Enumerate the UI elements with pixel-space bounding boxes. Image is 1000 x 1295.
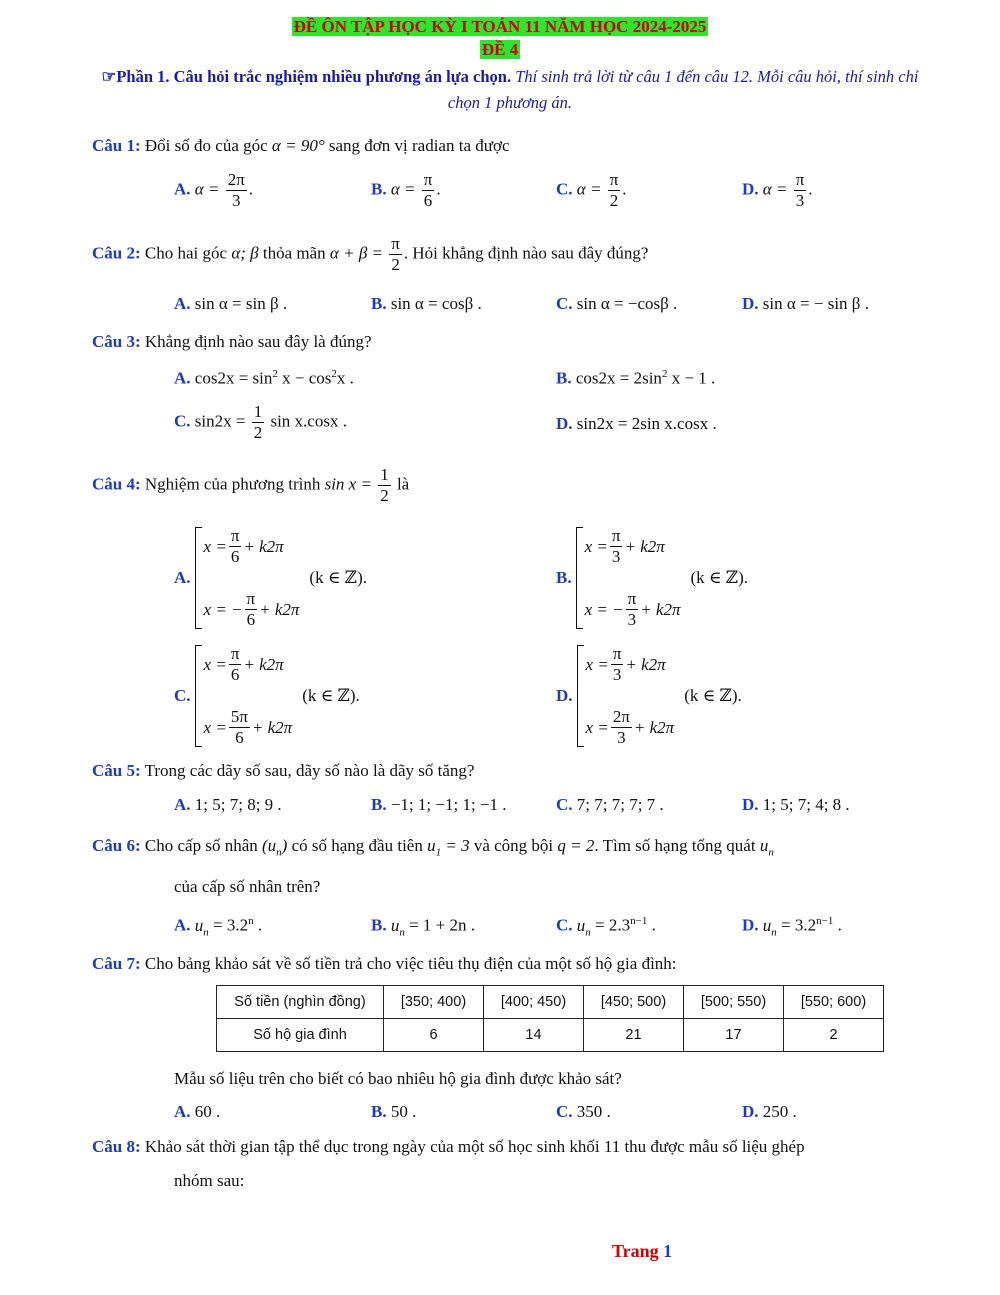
- option-label: D.: [742, 915, 759, 935]
- table-cell: 21: [584, 1019, 684, 1052]
- q4-option-a[interactable]: A. x = $\frac{\pi}{6}$ + k2π x = − $\frac{\pi}{6}$ + k2π (k ∈ ℤ).: [174, 526, 367, 629]
- page-footer: [612, 1241, 672, 1262]
- option-text: 1; 5; 7; 8; 9 .: [194, 795, 282, 814]
- electricity-table: [216, 985, 884, 1052]
- q1-option-d[interactable]: D. α = $\frac{\pi}{3}$ .: [742, 170, 813, 210]
- math: q = 2: [557, 836, 595, 855]
- question-text: Đổi số đo của góc: [144, 136, 268, 155]
- fraction: $\frac{\pi}{6}$: [423, 170, 433, 210]
- question-label: Câu 7:: [92, 954, 141, 973]
- q2-option-d[interactable]: [742, 294, 869, 314]
- table-cell: 6: [384, 1019, 484, 1052]
- page-label: Trang: [612, 1241, 659, 1261]
- option-text: sin α = − sin β .: [762, 294, 869, 313]
- q6-option-a[interactable]: A. $u_n = 3.2^n$ .: [174, 915, 263, 939]
- fraction: $\frac{1}{2}$: [253, 402, 263, 442]
- q7-option-a[interactable]: [174, 1102, 220, 1122]
- option-label: C.: [556, 1102, 573, 1121]
- table-cell: [400; 450): [484, 986, 584, 1019]
- q2-option-b[interactable]: [371, 294, 482, 314]
- q6-option-d[interactable]: D. $u_n = 3.2^{n-1}$ .: [742, 915, 842, 939]
- q5-option-a[interactable]: [174, 795, 282, 815]
- option-label: D.: [742, 294, 759, 313]
- q4-option-c[interactable]: C. x = $\frac{\pi}{6}$ + k2π x = $\frac{5\pi}{6}$ + k2π (k ∈ ℤ).: [174, 644, 360, 747]
- question-text: và công bội: [473, 836, 554, 855]
- question-text: Mẫu số liệu trên cho biết có bao nhiêu hộ gia đình được khảo sát?: [174, 1069, 622, 1088]
- q3-option-d[interactable]: D. sin2x = 2sin x.cosx .: [556, 414, 717, 433]
- q6-option-b[interactable]: B. $u_n = 1 + 2n$ .: [371, 915, 476, 939]
- option-label: D.: [556, 414, 573, 433]
- math: α = 90°: [271, 136, 325, 155]
- option-text: 7; 7; 7; 7; 7 .: [576, 795, 664, 814]
- option-label: A.: [174, 179, 191, 199]
- option-label: A.: [174, 294, 191, 313]
- question-text: Cho hai góc: [144, 243, 228, 263]
- question-8: [92, 1137, 805, 1157]
- option-text: 60 .: [194, 1102, 221, 1121]
- q2-option-a[interactable]: [174, 294, 287, 314]
- fraction: $\frac{1}{2}$: [380, 465, 389, 505]
- part-heading: Phần 1. Câu hỏi trắc nghiệm nhiều phương án lựa chọn.: [116, 67, 512, 86]
- q7-option-b[interactable]: [371, 1102, 416, 1122]
- question-text: là: [396, 474, 410, 494]
- condition: (k ∈ ℤ).: [302, 686, 360, 705]
- question-text: Nghiệm của phương trình: [144, 474, 321, 494]
- option-label: D.: [742, 1102, 759, 1121]
- question-text: nhóm sau:: [174, 1171, 245, 1190]
- bracket: [195, 645, 202, 747]
- exam-subtitle: ĐỀ 4: [481, 40, 519, 59]
- fraction: $\frac{2\pi}{3}$: [227, 170, 245, 210]
- question-text: . Tìm số hạng tổng quát: [594, 836, 756, 855]
- exam-title: ĐỀ ÔN TẬP HỌC KỲ I TOÁN 11 NĂM HỌC 2024-2025: [293, 17, 707, 36]
- q4-option-b[interactable]: B. x = $\frac{\pi}{3}$ + k2π x = − $\frac{\pi}{3}$ + k2π (k ∈ ℤ).: [556, 526, 749, 629]
- math: sin x =: [324, 474, 372, 494]
- option-text: sin α = −cosβ .: [576, 294, 678, 313]
- question-text: sang đơn vị radian ta được: [328, 136, 510, 155]
- option-text: sin α = sin β .: [194, 294, 288, 313]
- question-text: thỏa mãn: [262, 243, 326, 263]
- table-cell: 17: [684, 1019, 784, 1052]
- q1-option-a[interactable]: A. α = $\frac{2\pi}{3}$ .: [174, 170, 254, 210]
- table-cell: 2: [784, 1019, 884, 1052]
- option-label: D.: [742, 179, 759, 199]
- fraction: $\frac{\pi}{2}$: [391, 234, 400, 274]
- table-cell: [350; 400): [384, 986, 484, 1019]
- math: α; β: [231, 243, 259, 263]
- table-row: [217, 1019, 884, 1052]
- option-label: B.: [371, 795, 387, 814]
- page-number: 1: [663, 1241, 673, 1261]
- table-cell: [500; 550): [684, 986, 784, 1019]
- q3-option-b[interactable]: B. $\cos 2x = 2\sin^2$ x − 1 .: [556, 368, 716, 388]
- q5-option-d[interactable]: [742, 795, 850, 815]
- question-6: Câu 6: Cho cấp số nhân $(u_n)$ có số hạng đầu tiên $u_1 = 3$ và công bội q = 2. Tìm số hạng tổng quát $u_n$: [92, 836, 774, 859]
- option-label: C.: [174, 411, 191, 431]
- option-label: B.: [371, 294, 387, 313]
- option-label: B.: [371, 1102, 387, 1121]
- q5-option-b[interactable]: [371, 795, 507, 815]
- option-text: 1; 5; 7; 4; 8 .: [762, 795, 850, 814]
- question-text: có số hạng đầu tiên: [291, 836, 423, 855]
- option-label: C.: [556, 915, 573, 935]
- question-7-prompt: [174, 1069, 622, 1089]
- q1-option-c[interactable]: C. α = $\frac{\pi}{2}$ .: [556, 170, 627, 210]
- question-2: [92, 234, 648, 275]
- fraction: $\frac{\pi}{2}$: [609, 170, 619, 210]
- question-label: Câu 3:: [92, 332, 141, 351]
- option-label: D.: [556, 686, 573, 705]
- question-text: Khảo sát thời gian tập thể dục trong ngày của một số học sinh khối 11 thu được mẫu số liệu ghép: [144, 1137, 805, 1156]
- q2-option-c[interactable]: [556, 294, 677, 314]
- question-label: Câu 1:: [92, 136, 141, 155]
- table-header: Số tiền (nghìn đồng): [217, 986, 384, 1019]
- fraction: $\frac{\pi}{3}$: [795, 170, 805, 210]
- table-header: Số hộ gia đình: [217, 1019, 384, 1052]
- option-label: B.: [556, 568, 572, 587]
- q4-option-d[interactable]: D. x = $\frac{\pi}{3}$ + k2π x = $\frac{2\pi}{3}$ + k2π (k ∈ ℤ).: [556, 644, 742, 747]
- part-note: Thí sinh trả lời từ câu 1 đến câu 12. Mỗi câu hỏi, thí sinh chỉ chọn 1 phương án.: [447, 67, 919, 112]
- question-1: [92, 136, 510, 156]
- option-label: B.: [556, 368, 572, 388]
- option-text: sin α = cosβ .: [390, 294, 482, 313]
- bracket: [195, 527, 202, 629]
- option-label: A.: [174, 368, 191, 388]
- pointing-hand-icon: ☞: [101, 67, 117, 86]
- table-row: [217, 986, 884, 1019]
- question-text: Trong các dãy số sau, dãy số nào là dãy số tăng?: [144, 761, 475, 780]
- option-label: B.: [371, 179, 387, 199]
- question-text: Cho cấp số nhân: [144, 836, 258, 855]
- question-6-line-2: [174, 877, 320, 897]
- option-label: C.: [556, 795, 573, 814]
- question-label: Câu 6:: [92, 836, 141, 855]
- question-label: Câu 2:: [92, 243, 141, 263]
- q5-option-c[interactable]: [556, 795, 664, 815]
- q7-option-d[interactable]: [742, 1102, 797, 1122]
- table-cell: 14: [484, 1019, 584, 1052]
- question-8-line-2: [174, 1171, 244, 1191]
- option-label: A.: [174, 568, 191, 587]
- question-text: Khẳng định nào sau đây là đúng?: [144, 332, 372, 351]
- option-label: A.: [174, 795, 191, 814]
- question-label: Câu 4:: [92, 474, 141, 494]
- option-text: 350 .: [576, 1102, 611, 1121]
- question-text: Cho bảng khảo sát về số tiền trả cho việc tiêu thụ điện của một số hộ gia đình:: [144, 954, 677, 973]
- q3-option-c[interactable]: C. sin2x = $\frac{1}{2}$ sin x.cosx .: [174, 402, 347, 442]
- q6-option-c[interactable]: C. $u_n = 2.3^{n-1}$ .: [556, 915, 656, 939]
- table-cell: [550; 600): [784, 986, 884, 1019]
- condition: (k ∈ ℤ).: [690, 568, 749, 587]
- bracket: [576, 527, 583, 629]
- option-text: 50 .: [390, 1102, 417, 1121]
- condition: (k ∈ ℤ).: [309, 568, 367, 587]
- question-5: [92, 761, 474, 781]
- option-label: A.: [174, 915, 191, 935]
- q7-option-c[interactable]: [556, 1102, 611, 1122]
- bracket: [577, 645, 584, 747]
- question-label: Câu 8:: [92, 1137, 141, 1156]
- question-text: của cấp số nhân trên?: [174, 877, 321, 896]
- q1-option-b[interactable]: B. α = $\frac{\pi}{6}$ .: [371, 170, 441, 210]
- option-text: 250 .: [762, 1102, 797, 1121]
- question-7: [92, 954, 677, 974]
- table-cell: [450; 500): [584, 986, 684, 1019]
- condition: (k ∈ ℤ).: [684, 686, 742, 705]
- option-label: B.: [371, 915, 387, 935]
- question-text: . Hỏi khẳng định nào sau đây đúng?: [403, 243, 649, 263]
- question-label: Câu 5:: [92, 761, 141, 780]
- q3-option-a[interactable]: A. $\cos 2x = \sin^2 x - \cos^2x$ .: [174, 368, 354, 388]
- option-label: C.: [174, 686, 191, 705]
- option-label: C.: [556, 179, 573, 199]
- option-label: C.: [556, 294, 573, 313]
- question-3: [92, 332, 372, 352]
- option-text: −1; 1; −1; 1; −1 .: [390, 795, 507, 814]
- option-label: A.: [174, 1102, 191, 1121]
- question-4: [92, 465, 409, 506]
- part-instructions: [100, 64, 920, 116]
- option-label: D.: [742, 795, 759, 814]
- math: α + β =: [329, 243, 384, 263]
